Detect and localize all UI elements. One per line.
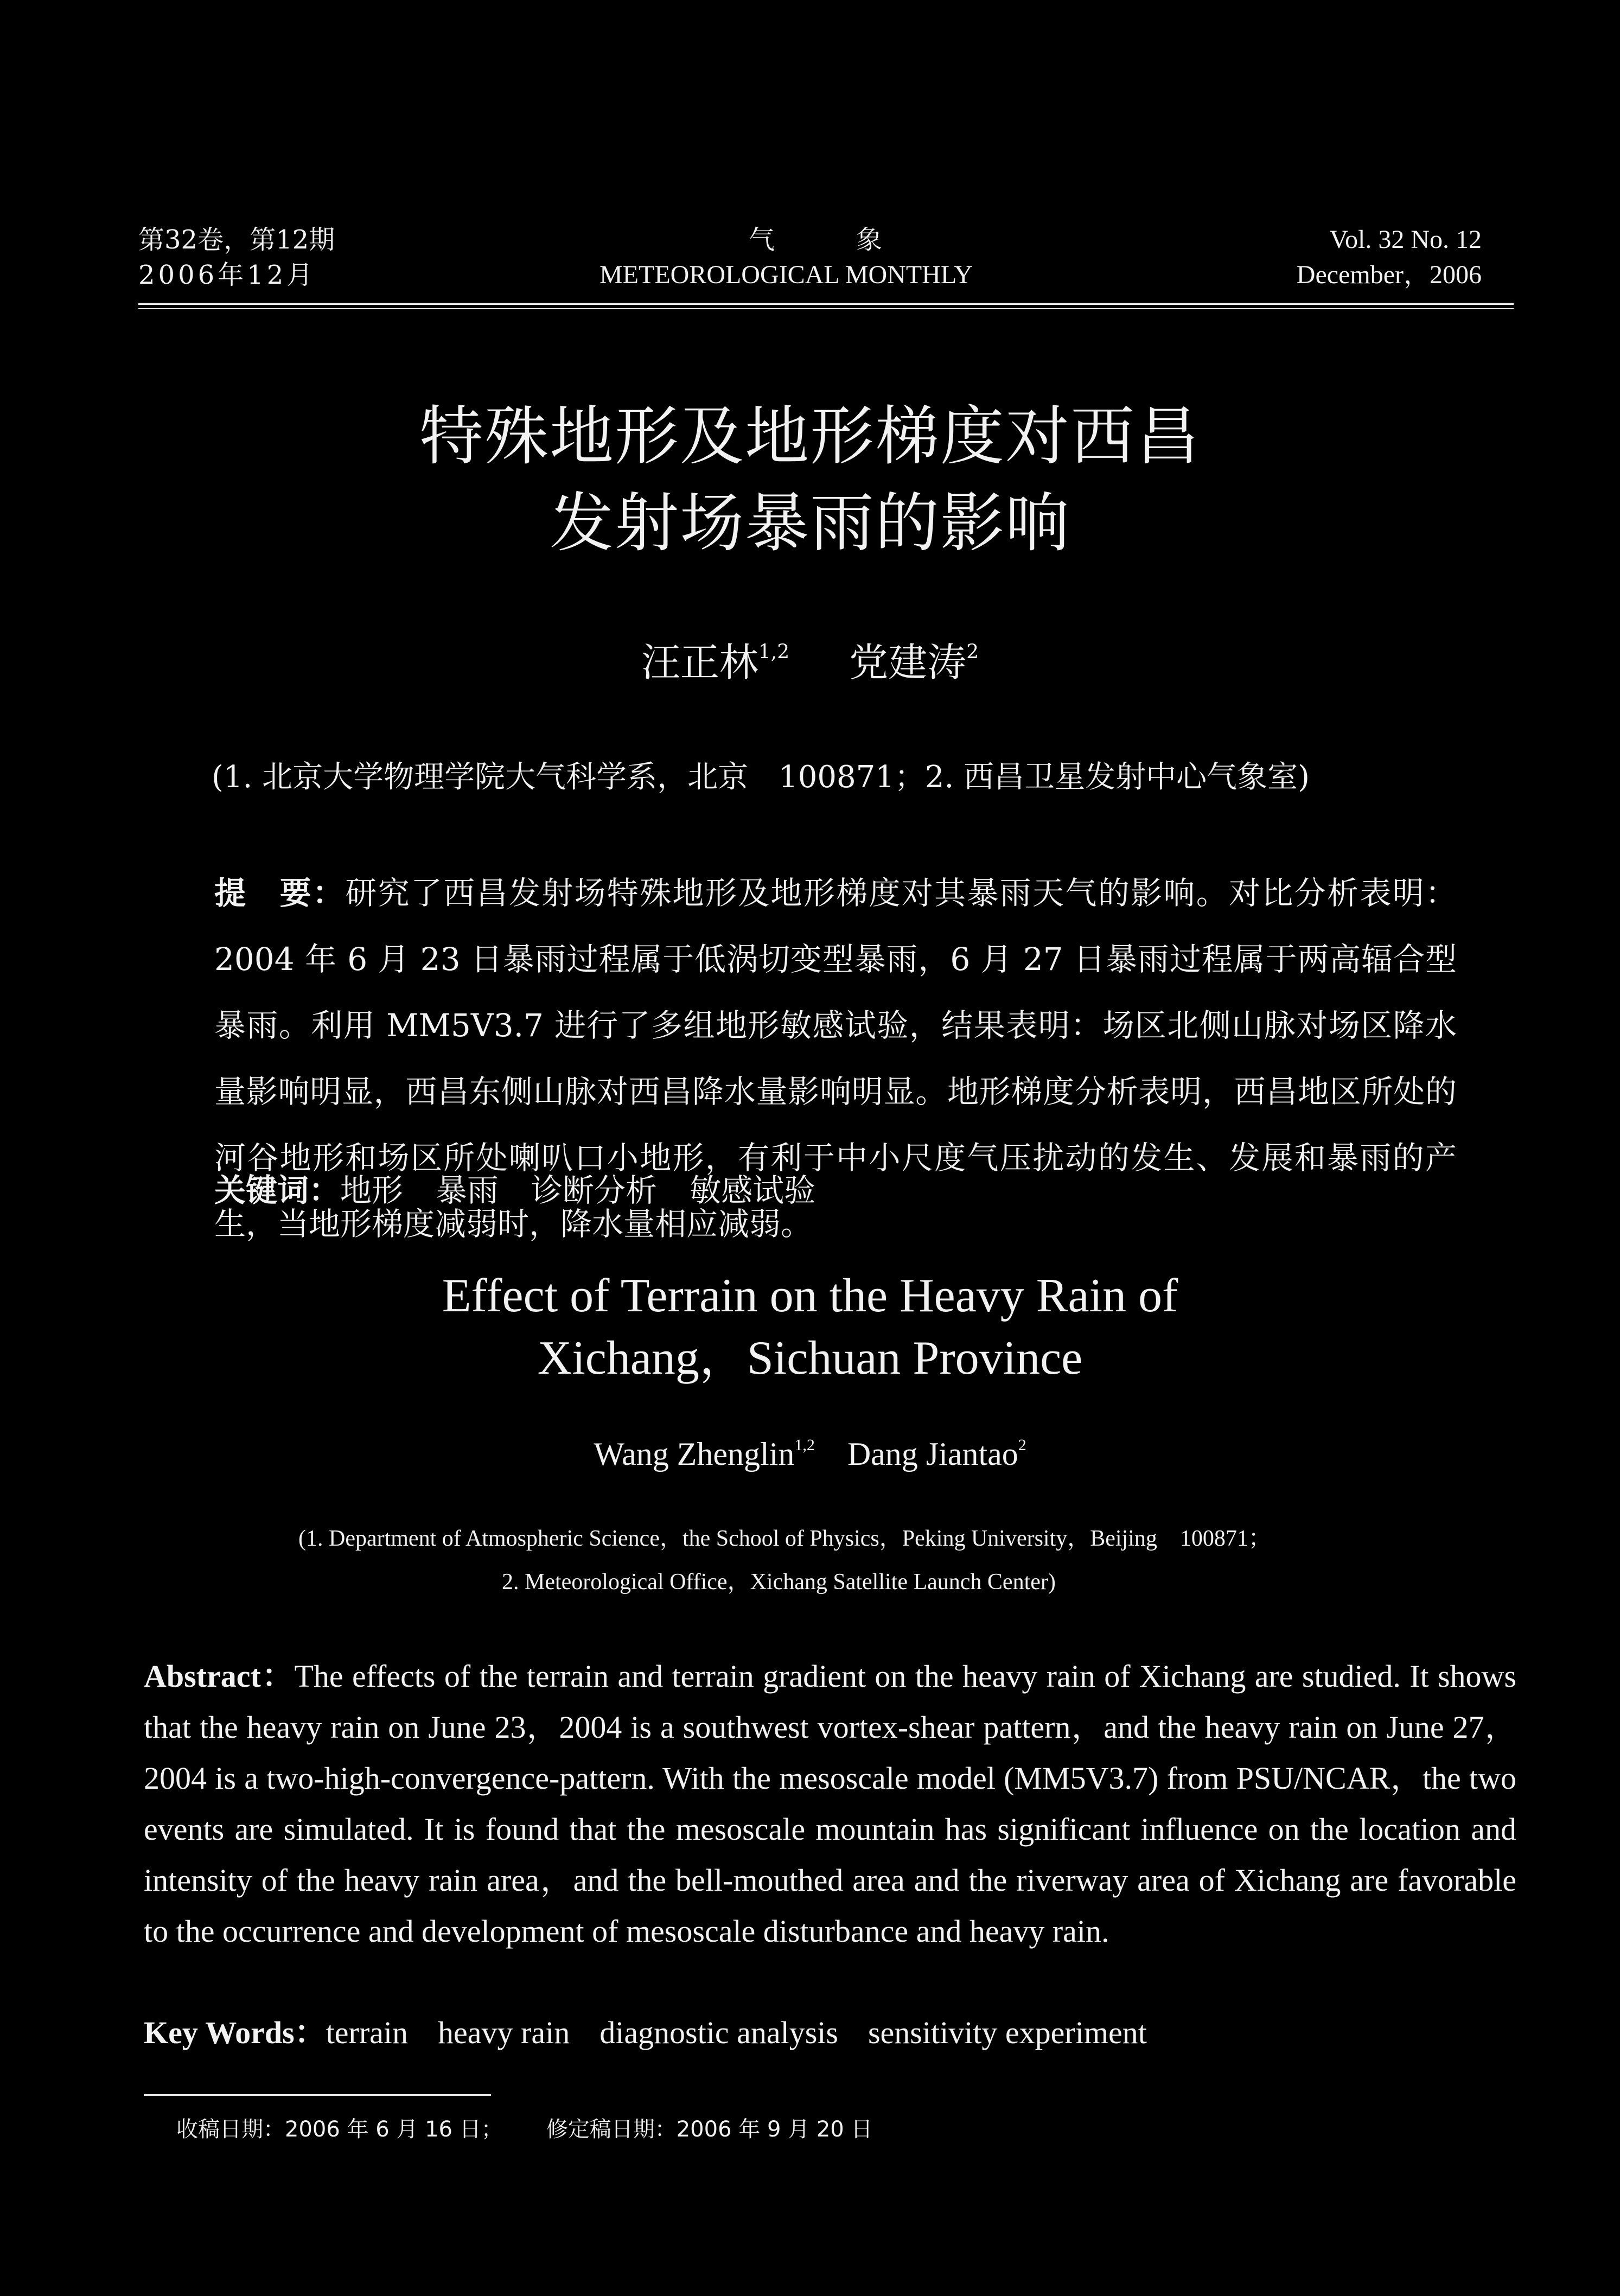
en-title-line1: Effect of Terrain on the Heavy Rain of [442, 1270, 1178, 1322]
en-abstract [144, 1651, 1516, 1957]
en-keyword: heavy rain [438, 2015, 570, 2050]
footnote [176, 2119, 872, 2140]
cn-keywords-label: 关键词： [214, 1172, 341, 1209]
journal-volume-en: Vol. 32 No. 12 [1329, 225, 1482, 254]
en-author-2-affil: 2 [1018, 1436, 1026, 1454]
en-keyword: diagnostic analysis [599, 2015, 838, 2050]
en-author-2: Dang Jiantao [847, 1436, 1018, 1472]
cn-keywords [214, 1172, 848, 1209]
footnote-rule [144, 2094, 491, 2096]
cn-keyword: 诊断分析 [531, 1172, 658, 1209]
cn-author-2-affil: 2 [966, 641, 979, 664]
cn-author-1: 汪正林 [641, 640, 758, 685]
en-keyword: sensitivity experiment [868, 2015, 1147, 2050]
journal-volume-issue: 第32卷，第12期 [138, 225, 335, 255]
cn-author-1-affil: 1,2 [758, 641, 790, 664]
en-keywords [144, 2007, 1177, 2058]
cn-abstract-text: 研究了西昌发射场特殊地形及地形梯度对其暴雨天气的影响。对比分析表明：2004 年 6 月 23 日暴雨过程属于低涡切变型暴雨，6 月 27 日暴雨过程属于两高辐合型暴雨。利用 MM5V3.7 进行了多组地形敏感试验，结果表明：场区北侧山脉对场区降水量影响明显，西昌东侧山脉对西昌降水量影响明显。地形梯度分析表明，西昌地区所处的河谷地形和场区所处喇叭口小地形，有利于中小尺度气压扰动的发生、发展和暴雨的产生，当地形梯度减弱时，降水量相应减弱。 [214, 875, 1457, 1242]
en-affiliation-line1: (1. Department of Atmospheric Science，the School of Physics，Peking University，Beijing 100871； [298, 1526, 1271, 1551]
revised-date: 修定稿日期：2006 年 9 月 20 日 [546, 2117, 873, 2142]
header-rule [138, 303, 1514, 305]
en-authors [0, 1438, 1620, 1470]
en-title-line2: Xichang，Sichuan Province [537, 1332, 1083, 1385]
cn-author-2: 党建涛 [849, 640, 967, 685]
en-keywords-label: Key Words： [144, 2015, 326, 2050]
en-abstract-text: The effects of the terrain and terrain gradient on the heavy rain of Xichang are studied. It shows that the heavy rain on June 23，2004 is a southwest vortex-shear pattern，and the heavy rain on June 27，2004 is a two-high-convergence-pattern. With the mesoscale model (MM5V3.7) from PSU/NCAR，the two events are simulated. It is found that the mesoscale mountain has significant influence on the location and intensity of the heavy rain area，and the bell-mouthed area and the riverway area of Xichang are favorable to the occurrence and development of mesoscale disturbance and heavy rain. [144, 1659, 1516, 1949]
en-author-1-affil: 1,2 [794, 1436, 815, 1454]
en-author-1: Wang Zhenglin [594, 1436, 795, 1472]
cn-keyword: 地形 [340, 1172, 404, 1209]
cn-keyword: 暴雨 [436, 1172, 499, 1209]
cn-abstract-label: 提 要： [214, 875, 346, 911]
cn-authors [0, 640, 1620, 685]
journal-date-en: December，2006 [1296, 260, 1482, 289]
cn-title-line1: 特殊地形及地形梯度对西昌 [419, 399, 1201, 474]
cn-keyword: 敏感试验 [690, 1172, 816, 1209]
header-rule-thin [138, 308, 1514, 309]
cn-affiliation: (1. 北京大学物理学院大气科学系，北京 100871；2. 西昌卫星发射中心气象室) [212, 760, 1310, 795]
en-affiliation-line2: 2. Meteorological Office，Xichang Satellite Launch Center) [502, 1570, 1056, 1595]
en-keyword: terrain [326, 2015, 409, 2050]
journal-name-cn: 气象 [749, 225, 964, 255]
received-date: 收稿日期：2006 年 6 月 16 日； [176, 2117, 503, 2142]
journal-name-en: METEOROLOGICAL MONTHLY [599, 260, 973, 289]
cn-title-line2: 发射场暴雨的影响 [549, 486, 1070, 560]
en-abstract-label: Abstract： [144, 1659, 295, 1694]
journal-date-cn: 2006年12月 [138, 260, 316, 290]
